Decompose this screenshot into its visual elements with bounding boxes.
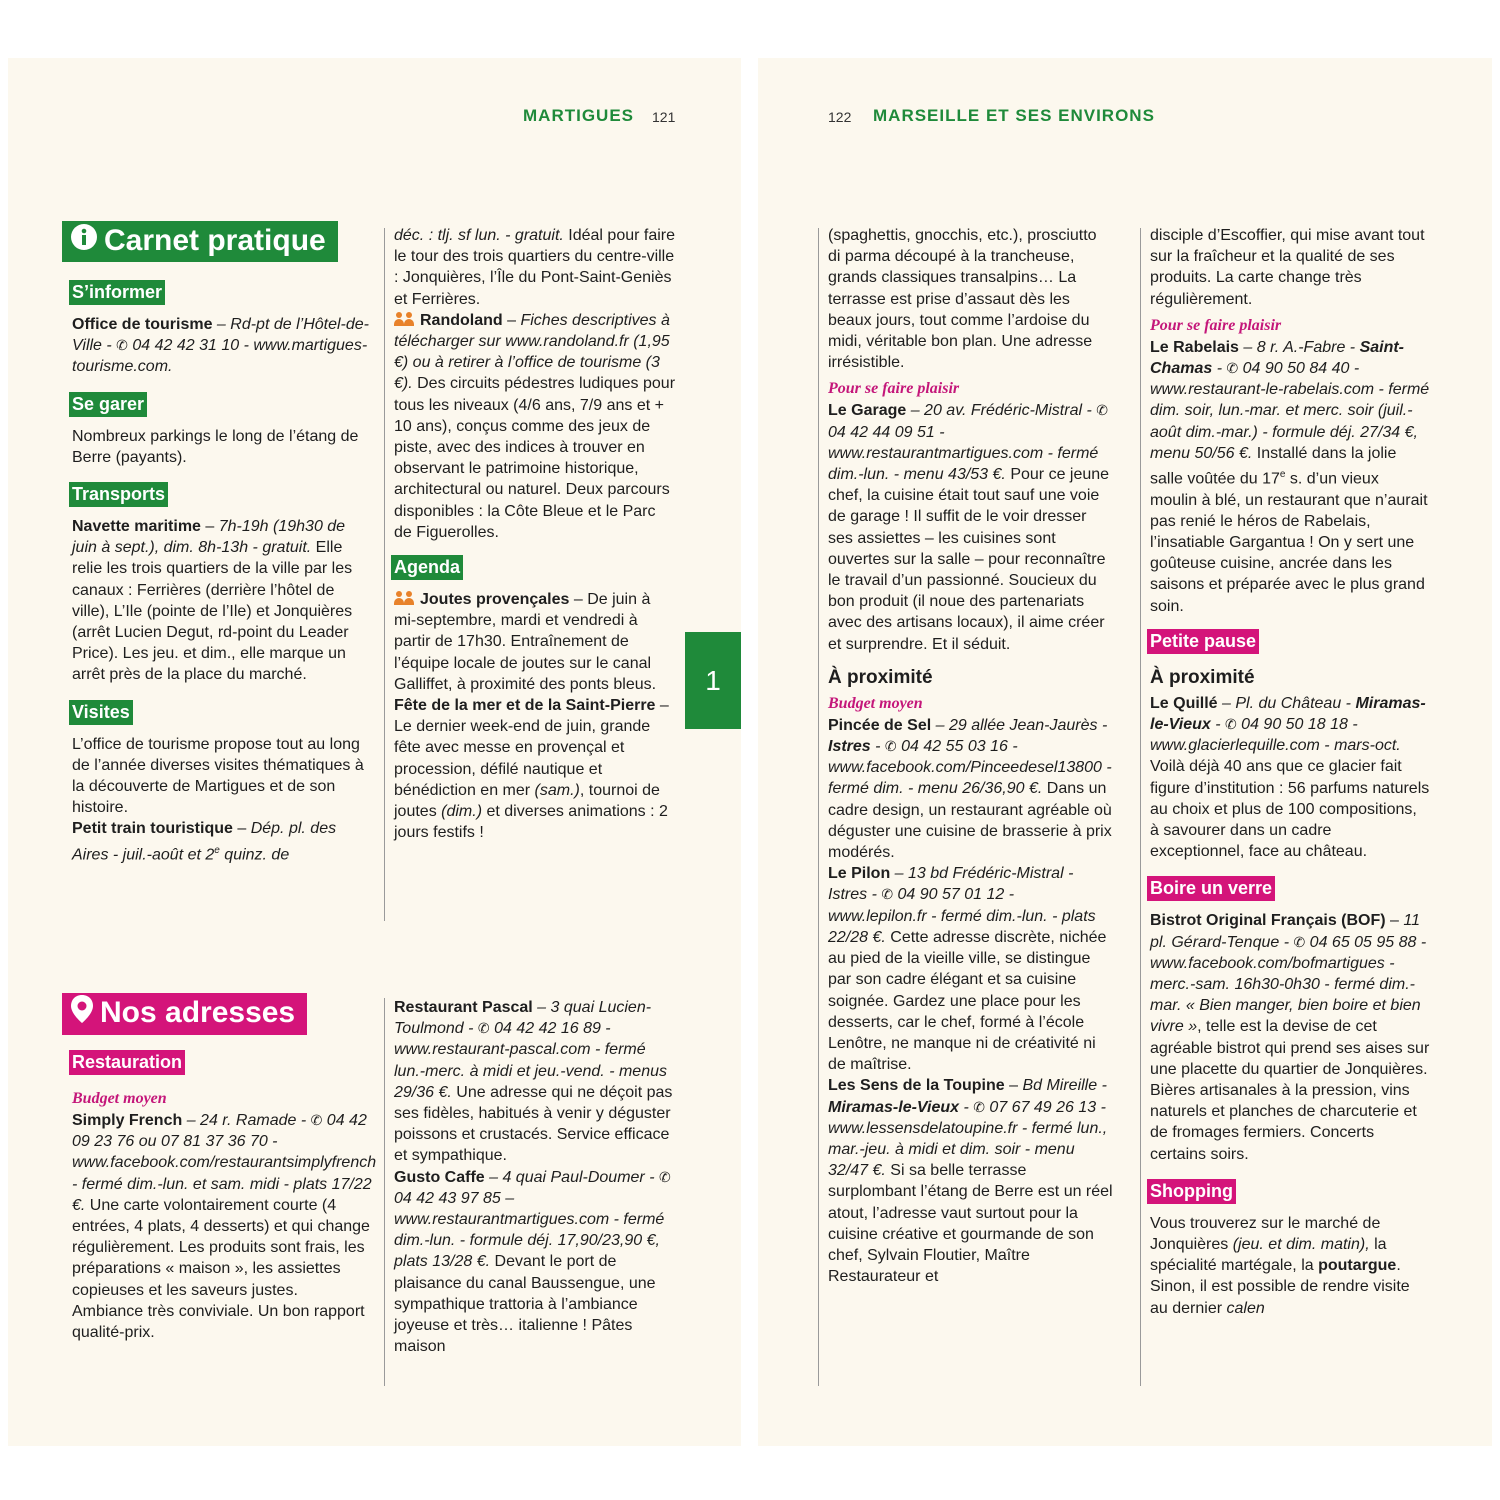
entry-address: – Rd-pt de l’Hôtel-de-Ville - (72, 316, 369, 355)
entry-info: calen (1226, 1299, 1265, 1317)
section-label-segarer: Se garer (69, 392, 147, 417)
phone-icon: ✆ (477, 1020, 490, 1037)
entry-separator: - (870, 738, 885, 756)
proximite-heading: À proximité (1150, 666, 1255, 688)
entry-name: Restaurant Pascal (394, 999, 533, 1016)
carnet-column-1 (72, 280, 372, 865)
entry-phone: 04 42 42 16 89 (494, 1020, 601, 1038)
section-label-boire-un-verre: Boire un verre (1147, 876, 1275, 901)
phone-icon: ✆ (1096, 402, 1108, 419)
entry-info: 7h-19h (19h30 de juin à sept.), dim. 8h-13h - gratuit. (72, 518, 346, 557)
entry-text: Si sa belle terrasse surplombant l’étang de Berre est un réel atout, l’adresse vaut surtout pour la cuisine créative et gourmande de son chef, Sylvain Floutier, Maître Restaurateur et (828, 1162, 1113, 1286)
phone-icon: ✆ (116, 337, 128, 354)
carnet-column-2 (394, 225, 676, 843)
randoland-entry (394, 310, 676, 543)
adresses-column-2 (394, 997, 676, 1357)
entry-name: Le Pilon (828, 865, 891, 883)
entry-address: – 3 quai Lucien-Toulmond - (394, 999, 652, 1038)
entry-info: (dim.) (441, 803, 483, 821)
entry-address: – 24 r. Ramade - (182, 1112, 311, 1129)
entry-name: Pincée de Sel (828, 716, 932, 734)
entry-phone: 04 65 05 95 88 (1309, 933, 1417, 951)
entry-info: - www.restaurantmartigues.com - fermé dim.-lun. - menu 43/53 €. (828, 423, 1099, 484)
entry-highlight: poutargue (1318, 1257, 1397, 1275)
phone-icon: ✆ (1224, 715, 1237, 732)
proximite-heading: À proximité (828, 666, 933, 688)
entry-website: - www.martigues-tourisme.com. (72, 337, 368, 376)
running-head-left: MARTIGUES (523, 106, 634, 125)
info-icon (70, 222, 98, 262)
entry-phone: 04 42 55 03 16 (901, 738, 1008, 756)
plaisir-label: Pour se faire plaisir (828, 380, 960, 398)
entry-name: Randoland (420, 311, 503, 329)
entry-name: Les Sens de la Toupine (828, 1077, 1005, 1095)
people-icon (394, 312, 416, 326)
carnet-pratique-header (62, 221, 338, 262)
visites-text: L’office de tourisme propose tout au long de l’année diverses visites thématiques à la découverte de Martigues et de son histoire. (72, 735, 364, 817)
entry-town: Istres (828, 738, 871, 756)
carnet-pratique-title: Carnet pratique (104, 224, 326, 257)
joutes-entry (394, 589, 676, 695)
entry-address: – 13 bd Frédéric-Mistral - Istres - (828, 865, 1074, 904)
simply-french-entry (72, 1110, 377, 1343)
entry-info: - www.facebook.com/bofmartigues - merc.-sam. 16h30-0h30 - fermé dim.-mar. « Bien manger, bien boire et bien vivre » (1150, 933, 1427, 1036)
entry-text: Pour ce jeune chef, la cuisine était tout sauf une voie de garage ! Il suffit de le voir dresser ses assiettes – les cuisines sont ouvertes sur la salle – pour reconnaître le travail d’un passionné. Soucieux du bon produit (il noue des partenariats avec des artisans locaux), il aime créer et surprendre. Et il séduit. (828, 466, 1110, 653)
office-tourisme-entry (72, 314, 372, 378)
section-label-sinformer: S’informer (69, 280, 165, 305)
entry-address: – 20 av. Frédéric-Mistral - (906, 402, 1097, 420)
entry-town: Miramas-le-Vieux (1150, 694, 1426, 733)
entry-info: (sam.) (534, 781, 580, 799)
entry-name: Le Garage (828, 402, 907, 420)
superscript: e (214, 844, 220, 856)
right-column-1 (828, 225, 1113, 1287)
column-rule (1140, 228, 1141, 1386)
adresses-column-1 (72, 1050, 377, 1343)
entry-name: Petit train touristique (72, 820, 233, 838)
entry-text: Idéal pour faire le tour des trois quartiers du centre-ville : Jonquières, l’Île du Pont-Saint-Geniès et Ferrières. (394, 227, 676, 308)
section-label-visites: Visites (69, 700, 133, 725)
entry-separator: – (1004, 1077, 1023, 1095)
entry-name: Simply French (72, 1112, 183, 1129)
entry-phone: 07 67 49 26 13 (989, 1098, 1097, 1116)
sens-toupine-entry (828, 1075, 1113, 1287)
running-head-right: MARSEILLE ET SES ENVIRONS (873, 106, 1155, 125)
entry-info: Fiches descriptives à télécharger sur www.randoland.fr (1,95 €) ou à retirer à l’office de tourisme (3 €). (394, 311, 670, 393)
entry-text: Voilà déjà 40 ans que ce glacier fait figure d’institution : 56 parfums naturels au choix et plus de 100 compositions, à savourer dans un cadre exceptionnel, face au château. (1150, 758, 1430, 861)
column-rule (384, 228, 385, 921)
entry-text: la spécialité martégale, la (1150, 1236, 1387, 1275)
entry-info: - www.glacierlequille.com - mars-oct. (1150, 715, 1401, 755)
section-label-transports: Transports (69, 482, 168, 507)
budget-moyen-label: Budget moyen (72, 1090, 167, 1107)
entry-separator: - (1210, 715, 1225, 733)
entry-text: – Le dernier week-end de juin, grande fête avec messe en provençal et procession, défilé nautique et bénédiction en mer (394, 697, 669, 799)
phone-icon: ✆ (881, 886, 894, 903)
phone-icon: ✆ (1293, 933, 1306, 950)
entry-separator: - (1212, 360, 1227, 378)
entry-name: Gusto Caffe (394, 1168, 485, 1186)
entry-phone: 04 42 42 31 10 (132, 337, 240, 355)
chapter-tab: 1 (685, 632, 741, 729)
entry-town: Saint-Chamas (1150, 338, 1405, 378)
entry-separator: - (959, 1098, 974, 1116)
entry-text: – De juin à mi-septembre, mardi et vendredi à partir de 17h30. Entraînement de l’équipe locale de joutes sur le canal Galliffet, à proximité des ponts bleus. (394, 591, 657, 693)
entry-phone: 04 42 09 23 76 ou 07 81 37 36 70 (72, 1112, 367, 1151)
entry-text: Devant le port de plaisance du canal Baussengue, une sympathique trattoria à l’ambiance joyeuse et très… italienne ! Pâtes maison (394, 1253, 656, 1356)
entry-info: - www.facebook.com/restaurantsimplyfrench - fermé dim.-lun. et sam. midi - plats 17/22 €. (72, 1133, 377, 1214)
entry-info: - www.restaurant-le-rabelais.com - fermé dim. soir, lun.-mar. et merc. soir (juil.-août dim.-mar.) - formule déj. 27/34 €, menu 50/56 €. (1150, 360, 1430, 462)
entry-phone: 04 42 44 09 51 (828, 423, 935, 441)
restaurant-pascal-entry (394, 997, 676, 1167)
entry-address: – 8 r. A.-Fabre - (1238, 338, 1360, 356)
right-column-2 (1150, 225, 1430, 1319)
petit-train-entry (72, 818, 372, 865)
entry-phone: 04 90 57 01 12 (897, 886, 1005, 904)
map-pin-icon (70, 994, 94, 1035)
column-rule (384, 998, 385, 1386)
navette-entry (72, 516, 372, 686)
entry-phone: 04 90 50 18 18 (1241, 715, 1348, 733)
entry-text: , telle est la devise de cet agréable bistrot qui prend ses aises sur une placette du quartier de Jonquières. Bières artisanales à la pression, vins naturels et planches de charcuterie et de fromages fermiers. Concerts certains soirs. (1150, 1018, 1430, 1163)
entry-name: Joutes provençales (420, 591, 570, 609)
nos-adresses-header (62, 993, 307, 1035)
entry-address: Bd Mireille - (1022, 1077, 1107, 1095)
entry-name: Office de tourisme (72, 316, 213, 333)
entry-info: Dép. pl. des Aires - juil.-août et 2 (72, 820, 337, 863)
entry-separator: – (232, 820, 251, 838)
entry-info-cont: quinz. de (219, 845, 290, 863)
entry-phone: 04 90 50 84 40 (1242, 360, 1350, 378)
phone-icon: ✆ (884, 738, 897, 755)
phone-icon: ✆ (658, 1168, 671, 1185)
entry-text: et diverses animations : 2 jours festifs ! (394, 803, 668, 842)
entry-address: – 29 allée Jean-Jaurès - (931, 716, 1108, 734)
entry-info: - www.lepilon.fr - fermé dim.-lun. - plats 22/28 €. (828, 886, 1096, 946)
entry-info: déc. : tlj. sf lun. - gratuit. (394, 227, 564, 244)
page-number-right: 122 (828, 109, 852, 125)
le-rabelais-entry (1150, 337, 1430, 617)
column-rule (818, 228, 819, 1386)
entry-address: – Pl. du Château - (1217, 694, 1356, 712)
phone-icon: ✆ (973, 1098, 985, 1115)
section-label-agenda: Agenda (391, 555, 463, 580)
entry-name: Le Quillé (1150, 694, 1218, 712)
entry-phone: 04 42 43 97 85 (394, 1189, 501, 1207)
entry-info: (jeu. et dim. matin), (1232, 1236, 1370, 1254)
le-quille-entry (1150, 693, 1430, 863)
people-icon (394, 591, 416, 605)
entry-text: Une adresse qui ne déçoit pas ses fidèles, habitués à venir y déguster poissons et crustacés. Service efficace et sympathique. (394, 1083, 673, 1165)
entry-info: - www.facebook.com/Pinceedesel13800 - fermé dim. - menu 26/36,90 €. (828, 738, 1112, 798)
entry-separator: – (502, 311, 521, 329)
section-label-restauration: Restauration (69, 1050, 185, 1075)
entry-text: Cette adresse discrète, nichée au pied de la vieille ville, se distingue par son cadre élégant et sa cuisine soignée. Gardez une place pour les desserts, car le chef, formé à l’école Lenôtre, ne manque ni de créativité ni de maîtrise. (828, 928, 1107, 1074)
entry-text: Une carte volontairement courte (4 entrées, 4 plats, 4 desserts) et qui change régulièrement. Les produits sont frais, les préparations « maison », les assiettes copieuses et les saveurs justes. Ambiance très conviviale. Un bon rapport qualité-prix. (72, 1196, 370, 1342)
phone-icon: ✆ (310, 1112, 323, 1128)
entry-info: - www.lessensdelatoupine.fr - fermé lun., mar.-jeu. à midi et dim. soir - menu 32/47 €. (828, 1098, 1108, 1180)
budget-moyen-label: Budget moyen (828, 694, 923, 712)
entry-separator: – (200, 518, 219, 536)
entry-text: Des circuits pédestres ludiques pour tous les niveaux (4/6 ans, 7/9 ans et + 10 ans), conçus comme des jeux de piste, avec des indices à trouver en observant le patrimoine historique, architectural ou naturel. Deux parcours disponibles : la Côte Bleue et le Parc de Figuerolles. (394, 375, 676, 541)
segarer-text: Nombreux parkings le long de l’étang de Berre (payants). (72, 427, 359, 466)
gusto-caffe-cont: (spaghettis, gnocchis, etc.), prosciutto di parma découpé à la trancheuse, grands classiques transalpins… La terrasse est prise d’assaut dès les beaux jours, tout comme l’ardoise du midi, véritable bon plan. Une adresse irrésistible. (828, 227, 1097, 372)
le-garage-entry (828, 400, 1113, 654)
entry-text: , tournoi de joutes (394, 781, 660, 821)
entry-name: Fête de la mer et de la Saint-Pierre (394, 697, 656, 715)
shopping-text (1150, 1213, 1430, 1319)
gusto-caffe-entry (394, 1167, 676, 1358)
entry-name: Bistrot Original Français (BOF) (1150, 912, 1386, 930)
entry-text: s. d’un vieux moulin à blé, un restaurant que n’aurait pas renié le héros de Rabelais, l’insatiable Gargantua ! On y sert une goûteuse cuisine, ancrée dans les saisons et préparée avec le plus grand soin. (1150, 470, 1428, 615)
section-label-petite-pause: Petite pause (1147, 629, 1259, 654)
superscript: e (1279, 469, 1286, 481)
fete-entry (394, 695, 676, 843)
bof-entry (1150, 910, 1430, 1164)
entry-name: Navette maritime (72, 518, 201, 536)
le-pilon-entry (828, 863, 1113, 1075)
entry-info: – www.restaurantmartigues.com - fermé dim.-lun. - formule déj. 17,90/23,90 €, plats 13/28 €. (394, 1189, 665, 1271)
nos-adresses-title: Nos adresses (100, 996, 296, 1029)
entry-text: Dans un cadre design, un restaurant agréable où déguster une cuisine de brasserie à prix modérés. (828, 780, 1112, 862)
plaisir-label: Pour se faire plaisir (1150, 316, 1282, 334)
entry-text: . Sinon, il est possible de rendre visite au dernier (1150, 1257, 1410, 1317)
entry-town: Miramas-le-Vieux (828, 1098, 960, 1116)
page-number-left: 121 (652, 109, 676, 125)
entry-address: 11 pl. Gérard-Tenque - (1150, 912, 1420, 951)
entry-text: Elle relie les trois quartiers de la ville par les canaux : Ferrières (derrière l’hôtel de ville), L’Ile (pointe de l’Ile) et Jonquières (arrêt Lucien Degut, rd-point du Leader Price). Les jeu. et dim., elle marque un arrêt près de la place du marché. (72, 539, 353, 684)
sens-toupine-cont: disciple d’Escoffier, qui mise avant tout sur la fraîcheur et la qualité de ses produits. La carte change très régulièrement. (1150, 227, 1425, 308)
phone-icon: ✆ (1226, 360, 1239, 377)
entry-address: – 4 quai Paul-Doumer - (484, 1168, 659, 1186)
entry-name: Le Rabelais (1150, 338, 1239, 356)
section-label-shopping: Shopping (1147, 1179, 1236, 1204)
petit-train-cont (394, 225, 676, 310)
entry-info: - www.restaurant-pascal.com - fermé lun.-merc. à midi et jeu.-vend. - menus 29/36 €. (394, 1020, 667, 1101)
entry-text: Vous trouverez sur le marché de Jonquières (1150, 1214, 1381, 1254)
entry-text: Installé dans la jolie salle voûtée du 17 (1150, 444, 1397, 488)
pincee-de-sel-entry (828, 715, 1113, 863)
entry-separator: – (1385, 912, 1404, 930)
